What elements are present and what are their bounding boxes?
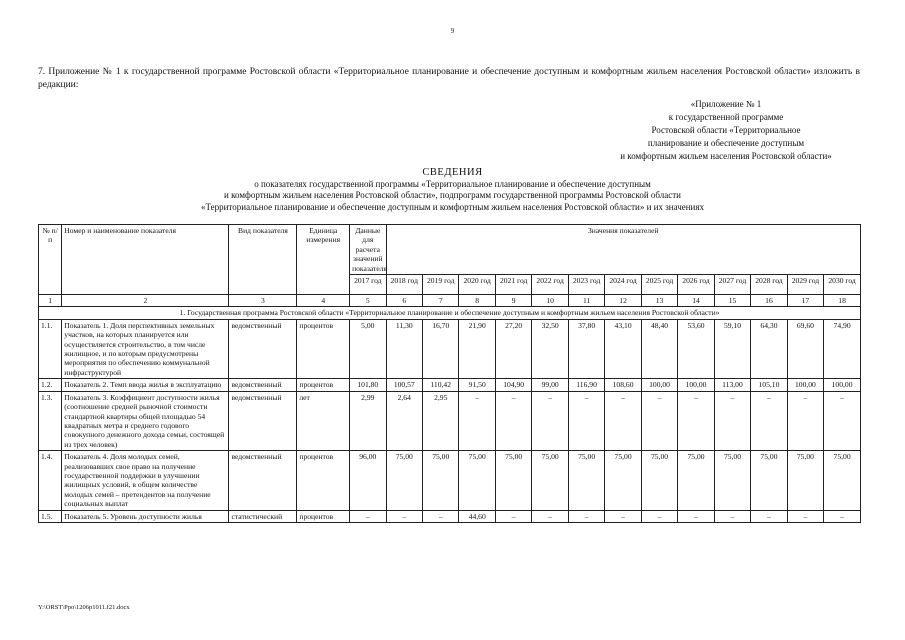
value-cell: –: [568, 391, 604, 450]
indicator-name: Показатель 4. Доля молодых семей, реализовавших свое право на получение государственной поддержки в улучшении жилищных условий, в общем количестве молодых семей – претендентов на получение социальных выплат: [62, 451, 229, 510]
year-cell: 2020 год: [459, 275, 495, 295]
table-row: [39, 510, 861, 522]
value-cell: 69,60: [787, 319, 823, 378]
col-number: 9: [495, 295, 531, 307]
column-number-row: [39, 295, 861, 307]
value-cell: 75,00: [386, 451, 422, 510]
value-cell: 75,00: [824, 451, 861, 510]
row-number: 1.4.: [39, 451, 62, 510]
value-cell: 16,70: [423, 319, 459, 378]
table-row: [39, 319, 861, 378]
indicator-kind: ведомственный: [229, 319, 297, 378]
table-row: [39, 391, 861, 450]
indicator-unit: процентов: [297, 319, 350, 378]
value-cell: –: [751, 510, 787, 522]
value-cell: 75,00: [568, 451, 604, 510]
value-cell: –: [495, 510, 531, 522]
value-cell: 99,00: [532, 379, 568, 391]
value-cell: 75,00: [532, 451, 568, 510]
value-cell: 2,64: [386, 391, 422, 450]
col-number: 15: [714, 295, 750, 307]
value-cell: –: [824, 391, 861, 450]
col-number: 13: [641, 295, 677, 307]
value-cell: 91,50: [459, 379, 495, 391]
value-cell: –: [714, 391, 750, 450]
value-cell: 100,57: [386, 379, 422, 391]
value-cell: –: [532, 391, 568, 450]
section-title: 1. Государственная программа Ростовской области «Территориальное планирование и обеспечение доступным и комфортным жильем населения Ростовской области»: [39, 307, 861, 319]
value-cell: 64,30: [751, 319, 787, 378]
value-cell: 48,40: [641, 319, 677, 378]
indicator-kind: ведомственный: [229, 391, 297, 450]
value-cell: 59,10: [714, 319, 750, 378]
col-number: 12: [605, 295, 641, 307]
value-cell: 108,60: [605, 379, 641, 391]
year-cell: 2030 год: [824, 275, 861, 295]
value-cell: 75,00: [459, 451, 495, 510]
col-number: 14: [678, 295, 714, 307]
subtitle-line: «Территориальное планирование и обеспечение доступным и комфортным жильем населения Ростовской области» и их значениях: [200, 201, 705, 212]
value-cell: –: [459, 391, 495, 450]
col-number: 11: [568, 295, 604, 307]
header-name: Номер и наименование показателя: [62, 225, 229, 295]
year-cell: 2025 год: [641, 275, 677, 295]
value-cell: 100,00: [824, 379, 861, 391]
value-cell: 104,90: [495, 379, 531, 391]
value-cell: –: [641, 391, 677, 450]
year-cell: 2022 год: [532, 275, 568, 295]
indicator-kind: статистический: [229, 510, 297, 522]
subtitle-line: и комфортным жильем населения Ростовской области», подпрограмм государственной программы Ростовской области: [224, 190, 681, 200]
header-base: Данные для расчета значений показателя: [350, 225, 386, 275]
header-num: № п/п: [39, 225, 62, 295]
table-row: [39, 379, 861, 391]
value-cell: 110,42: [423, 379, 459, 391]
value-cell: 11,30: [386, 319, 422, 378]
section-row: [39, 307, 861, 319]
row-number: 1.2.: [39, 379, 62, 391]
indicator-kind: ведомственный: [229, 379, 297, 391]
year-cell: 2023 год: [568, 275, 604, 295]
value-cell: –: [386, 510, 422, 522]
col-number: 6: [386, 295, 422, 307]
value-cell: –: [641, 510, 677, 522]
value-cell: –: [678, 391, 714, 450]
value-cell: –: [714, 510, 750, 522]
year-cell: 2017 год: [350, 275, 386, 295]
value-cell: –: [350, 510, 386, 522]
value-cell: 116,90: [568, 379, 604, 391]
appendix-line: «Приложение № 1: [690, 99, 762, 109]
value-cell: –: [423, 510, 459, 522]
value-cell: 75,00: [678, 451, 714, 510]
value-cell: 100,00: [678, 379, 714, 391]
indicator-rows: [39, 319, 861, 522]
value-cell: –: [824, 510, 861, 522]
col-number: 3: [229, 295, 297, 307]
col-number: 2: [62, 295, 229, 307]
file-path: Y:\ORST\Ppo\1206p1011.f21.docx: [38, 604, 130, 611]
year-cell: 2029 год: [787, 275, 823, 295]
value-cell: 2,95: [423, 391, 459, 450]
year-cell: 2021 год: [495, 275, 531, 295]
value-cell: 75,00: [787, 451, 823, 510]
col-number: 4: [297, 295, 350, 307]
value-cell: 75,00: [495, 451, 531, 510]
appendix-line: планирование и обеспечение доступным: [647, 138, 805, 148]
value-cell: 105,10: [751, 379, 787, 391]
indicator-unit: лет: [297, 391, 350, 450]
appendix-line: к государственной программе: [668, 112, 784, 122]
col-number: 1: [39, 295, 62, 307]
value-cell: 27,20: [495, 319, 531, 378]
subtitle-line: о показателях государственной программы «Территориальное планирование и обеспечение доступным: [254, 178, 651, 189]
header-values: Значения показателей: [386, 225, 860, 275]
value-cell: 53,60: [678, 319, 714, 378]
value-cell: –: [787, 391, 823, 450]
row-number: 1.5.: [39, 510, 62, 522]
row-number: 1.1.: [39, 319, 62, 378]
indicator-name: Показатель 1. Доля перспективных земельных участков, на которых планируется или осуществляется строительство, в том числе жилищное, и по которым предусмотрены мероприятия по обеспечению коммунальной инфраструктурой: [62, 319, 229, 378]
appendix-line: и комфортным жильем населения Ростовской области»: [620, 151, 832, 161]
value-cell: 75,00: [751, 451, 787, 510]
value-cell: 100,00: [641, 379, 677, 391]
col-number: 17: [787, 295, 823, 307]
header-unit: Единица измерения: [297, 225, 350, 295]
value-cell: 75,00: [423, 451, 459, 510]
value-cell: 43,10: [605, 319, 641, 378]
year-cell: 2026 год: [678, 275, 714, 295]
value-cell: 96,00: [350, 451, 386, 510]
value-cell: –: [532, 510, 568, 522]
appendix-line: Ростовской области «Территориальное: [651, 125, 801, 135]
value-cell: –: [605, 510, 641, 522]
year-cell: 2027 год: [714, 275, 750, 295]
header-kind: Вид показателя: [229, 225, 297, 295]
intro-paragraph: 7. Приложение № 1 к государственной программе Ростовской области «Территориальное планирование и обеспечение доступным и комфортным жильем населения Ростовской области» изложить в редакции:: [38, 67, 860, 90]
appendix-reference: [591, 98, 861, 163]
value-cell: 113,00: [714, 379, 750, 391]
indicator-unit: процентов: [297, 379, 350, 391]
value-cell: 75,00: [714, 451, 750, 510]
document-title: СВЕДЕНИЯ: [422, 167, 483, 178]
col-number: 5: [350, 295, 386, 307]
col-number: 10: [532, 295, 568, 307]
value-cell: 74,90: [824, 319, 861, 378]
value-cell: 2,99: [350, 391, 386, 450]
value-cell: 75,00: [605, 451, 641, 510]
indicator-unit: процентов: [297, 451, 350, 510]
document-title-block: [0, 167, 905, 213]
year-cell: 2018 год: [386, 275, 422, 295]
value-cell: –: [751, 391, 787, 450]
value-cell: –: [787, 510, 823, 522]
indicator-name: Показатель 2. Темп ввода жилья в эксплуатацию: [62, 379, 229, 391]
indicator-kind: ведомственный: [229, 451, 297, 510]
value-cell: –: [678, 510, 714, 522]
value-cell: –: [568, 510, 604, 522]
year-cell: 2019 год: [423, 275, 459, 295]
value-cell: 37,80: [568, 319, 604, 378]
table-row: [39, 451, 861, 510]
value-cell: 100,00: [787, 379, 823, 391]
col-number: 16: [751, 295, 787, 307]
value-cell: 5,00: [350, 319, 386, 378]
value-cell: –: [495, 391, 531, 450]
year-cell: 2024 год: [605, 275, 641, 295]
value-cell: 75,00: [641, 451, 677, 510]
indicator-name: Показатель 3. Коэффициент доступности жилья (соотношение средней рыночной стоимости стандартной квартиры общей площадью 54 квадратных метра и среднего годового совокупного денежного дохода семьи, состоящей из трех человек): [62, 391, 229, 450]
indicator-name: Показатель 5. Уровень доступности жилья: [62, 510, 229, 522]
year-cell: 2028 год: [751, 275, 787, 295]
value-cell: 32,50: [532, 319, 568, 378]
page-number: 9: [450, 27, 455, 35]
col-number: 7: [423, 295, 459, 307]
indicators-table: [38, 224, 861, 523]
col-number: 8: [459, 295, 495, 307]
indicator-unit: процентов: [297, 510, 350, 522]
value-cell: –: [605, 391, 641, 450]
col-number: 18: [824, 295, 861, 307]
value-cell: 101,80: [350, 379, 386, 391]
value-cell: 21,90: [459, 319, 495, 378]
row-number: 1.3.: [39, 391, 62, 450]
value-cell: 44,60: [459, 510, 495, 522]
